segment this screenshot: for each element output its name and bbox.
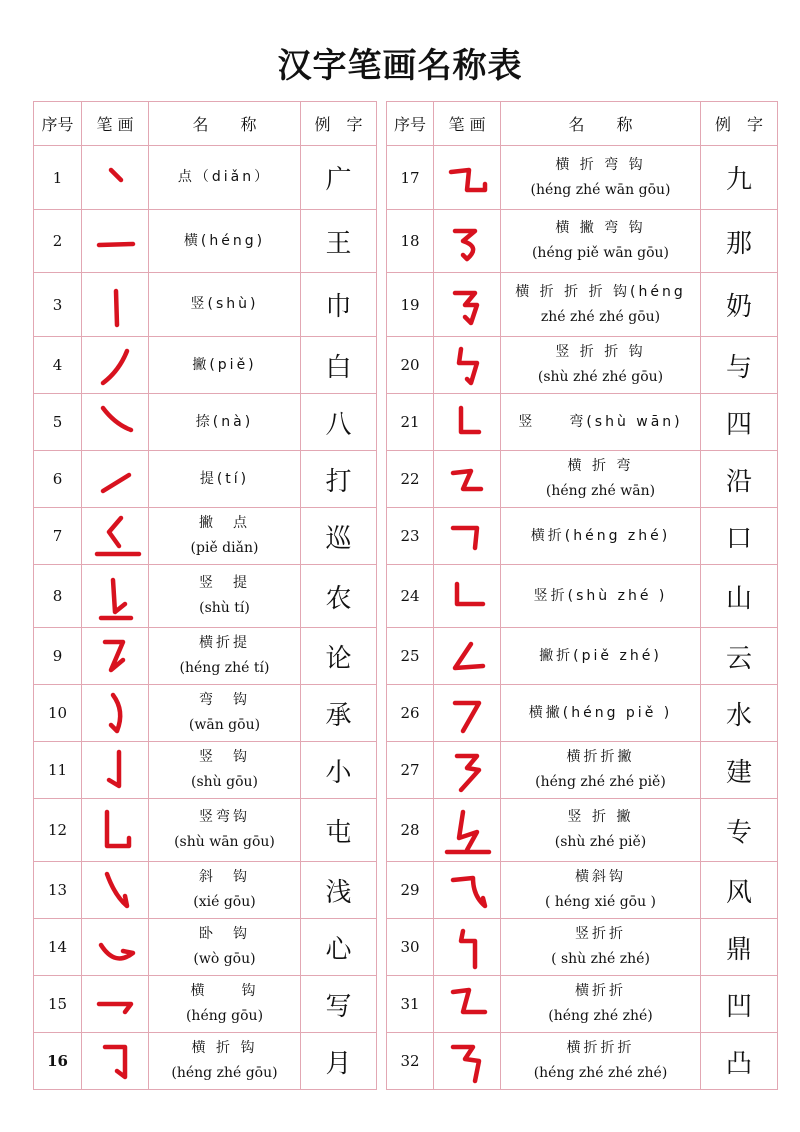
stroke-name-chinese: 横 折 折 折 钩(héng: [515, 283, 686, 300]
stroke-name-chinese: 竖(shù): [190, 296, 259, 312]
example-character: 四: [701, 394, 778, 451]
table-row: [387, 976, 778, 1033]
stroke-name-pinyin: (shù zhé zhé gōu): [537, 369, 664, 385]
table-header-row: [34, 102, 377, 146]
row-index: 27: [387, 742, 434, 799]
stroke-name-chinese: 横 钩: [190, 983, 259, 999]
stroke-name: [149, 976, 301, 1033]
stroke-name-chinese: 捺(nà): [195, 413, 254, 430]
hengzhegou-stroke-icon: [82, 1033, 148, 1089]
header-example: 例 字: [301, 102, 377, 146]
example-character: 巡: [301, 508, 377, 565]
row-index: 32: [387, 1033, 434, 1090]
shuwangou-stroke-icon: [82, 802, 148, 858]
example-character: 建: [701, 742, 778, 799]
shugou-stroke-icon: [82, 742, 148, 798]
stroke-name: [501, 685, 701, 742]
stroke-name: [501, 799, 701, 862]
example-character: 承: [301, 685, 377, 742]
row-index: 16: [34, 1033, 82, 1090]
example-character: 月: [301, 1033, 377, 1090]
example-character: 沿: [701, 451, 778, 508]
shuzhezhegou-stroke-icon: [434, 337, 500, 393]
wogou-stroke-icon: [82, 919, 148, 975]
page-title: 汉字笔画名称表: [277, 46, 523, 86]
stroke-name-pinyin: ( héng xié gōu ): [544, 894, 657, 910]
stroke-cell: [82, 799, 149, 862]
piezhe-stroke-icon: [434, 628, 500, 684]
stroke-name-chinese: 横(héng): [183, 232, 266, 249]
stroke-name: [149, 210, 301, 273]
table-row: [387, 799, 778, 862]
example-character: 小: [301, 742, 377, 799]
table-row: [34, 799, 377, 862]
stroke-cell: [434, 508, 501, 565]
example-character: 王: [301, 210, 377, 273]
row-index: 19: [387, 273, 434, 337]
stroke-name-pinyin: (héng zhé zhé): [548, 1008, 653, 1024]
row-index: 7: [34, 508, 82, 565]
stroke-table-right: [386, 101, 778, 1090]
stroke-name-pinyin: (héng zhé zhé piě): [535, 774, 666, 790]
stroke-name-pinyin: (xié gōu): [193, 894, 256, 910]
stroke-name: [149, 337, 301, 394]
stroke-cell: [82, 742, 149, 799]
row-index: 2: [34, 210, 82, 273]
stroke-cell: [434, 146, 501, 210]
header-name: 名 称: [149, 102, 301, 146]
stroke-name-chinese: 撇(piě): [192, 356, 257, 373]
stroke-name: [149, 508, 301, 565]
row-index: 18: [387, 210, 434, 273]
stroke-cell: [434, 337, 501, 394]
stroke-name-pinyin: ( shù zhé zhé): [551, 951, 650, 967]
stroke-name-pinyin: (shù zhé piě): [554, 834, 647, 850]
pie-stroke-icon: [82, 337, 148, 393]
row-index: 1: [34, 146, 82, 210]
stroke-cell: [434, 976, 501, 1033]
stroke-cell: [434, 919, 501, 976]
example-character: 专: [701, 799, 778, 862]
header-example: 例 字: [701, 102, 778, 146]
example-character: 风: [701, 862, 778, 919]
table-row: [34, 210, 377, 273]
example-character: 巾: [301, 273, 377, 337]
stroke-name: [501, 919, 701, 976]
stroke-name-chinese: 竖 提: [199, 575, 250, 591]
stroke-name: [501, 508, 701, 565]
row-index: 25: [387, 628, 434, 685]
header-index: 序号: [34, 102, 82, 146]
stroke-name: [501, 565, 701, 628]
stroke-name-chinese: 横折折折: [566, 1040, 635, 1056]
stroke-cell: [82, 273, 149, 337]
stroke-name-chinese: 竖 折 折 钩: [555, 344, 646, 360]
shuzhepie-stroke-icon: [434, 802, 500, 858]
shuzhezhe-stroke-icon: [434, 919, 500, 975]
stroke-name-chinese: 横 折 钩: [191, 1040, 258, 1056]
row-index: 5: [34, 394, 82, 451]
table-row: [387, 862, 778, 919]
stroke-cell: [82, 565, 149, 628]
table-row: [34, 394, 377, 451]
stroke-name-pinyin: (héng zhé zhé zhé): [533, 1065, 668, 1081]
table-row: [34, 565, 377, 628]
stroke-name: [149, 742, 301, 799]
stroke-name: [149, 685, 301, 742]
stroke-name-chinese: 弯 钩: [199, 692, 250, 708]
stroke-name: [149, 919, 301, 976]
piedian-stroke-icon: [82, 508, 148, 564]
row-index: 17: [387, 146, 434, 210]
stroke-name: [501, 273, 701, 337]
stroke-name-pinyin: (héng gōu): [185, 1008, 264, 1024]
table-row: [34, 337, 377, 394]
table-row: [387, 508, 778, 565]
example-character: 凹: [701, 976, 778, 1033]
shuzhe-stroke-icon: [434, 568, 500, 624]
stroke-name: [149, 1033, 301, 1090]
example-character: 那: [701, 210, 778, 273]
ti-stroke-icon: [82, 451, 148, 507]
row-index: 23: [387, 508, 434, 565]
stroke-name-chinese: 竖折折: [575, 926, 626, 942]
row-index: 9: [34, 628, 82, 685]
stroke-name-chinese: 横折(héng zhé): [530, 527, 671, 544]
table-row: [34, 862, 377, 919]
row-index: 11: [34, 742, 82, 799]
row-index: 8: [34, 565, 82, 628]
example-character: 水: [701, 685, 778, 742]
table-row: [34, 628, 377, 685]
example-character: 写: [301, 976, 377, 1033]
table-row: [387, 742, 778, 799]
hengzhezhepie-stroke-icon: [434, 742, 500, 798]
table-row: [387, 565, 778, 628]
hengxiegou-stroke-icon: [434, 862, 500, 918]
stroke-name-pinyin: (wò gōu): [193, 951, 256, 967]
header-stroke: 笔 画: [434, 102, 501, 146]
stroke-name: [149, 273, 301, 337]
stroke-name-chinese: 斜 钩: [199, 869, 250, 885]
stroke-name: [149, 565, 301, 628]
example-character: 奶: [701, 273, 778, 337]
stroke-cell: [82, 976, 149, 1033]
table-row: [387, 451, 778, 508]
stroke-cell: [82, 210, 149, 273]
stroke-name-chinese: 竖 钩: [199, 749, 250, 765]
stroke-cell: [434, 799, 501, 862]
header-name: 名 称: [501, 102, 701, 146]
row-index: 22: [387, 451, 434, 508]
stroke-cell: [434, 742, 501, 799]
stroke-cell: [434, 628, 501, 685]
stroke-name-chinese: 点（diǎn）: [177, 169, 272, 185]
row-index: 24: [387, 565, 434, 628]
stroke-name-pinyin: (héng piě wān gōu): [531, 245, 670, 261]
stroke-cell: [434, 565, 501, 628]
stroke-name: [501, 337, 701, 394]
example-character: 八: [301, 394, 377, 451]
table-row: [34, 976, 377, 1033]
row-index: 21: [387, 394, 434, 451]
stroke-name-chinese: 横 折 弯: [567, 458, 634, 474]
stroke-name-chinese: 横折折撇: [566, 749, 635, 765]
xiegou-stroke-icon: [82, 862, 148, 918]
table-row: [387, 394, 778, 451]
stroke-cell: [434, 862, 501, 919]
henggou-stroke-icon: [82, 976, 148, 1032]
hengzhezhezhe-stroke-icon: [434, 1033, 500, 1089]
stroke-cell: [434, 1033, 501, 1090]
example-character: 心: [301, 919, 377, 976]
stroke-name: [501, 742, 701, 799]
stroke-cell: [82, 451, 149, 508]
hengzhe-stroke-icon: [434, 508, 500, 564]
stroke-name: [501, 146, 701, 210]
stroke-name: [501, 862, 701, 919]
example-character: 广: [301, 146, 377, 210]
row-index: 30: [387, 919, 434, 976]
stroke-name-pinyin: (shù wān gōu): [174, 834, 275, 850]
example-character: 口: [701, 508, 778, 565]
row-index: 4: [34, 337, 82, 394]
table-row: [387, 146, 778, 210]
heng-stroke-icon: [82, 213, 148, 269]
table-row: [34, 451, 377, 508]
table-row: [34, 508, 377, 565]
stroke-name: [149, 862, 301, 919]
stroke-cell: [82, 1033, 149, 1090]
row-index: 3: [34, 273, 82, 337]
header-index: 序号: [387, 102, 434, 146]
stroke-name: [149, 451, 301, 508]
stroke-name-chinese: 横折折: [575, 983, 626, 999]
stroke-name-chinese: 撇折(piě zhé): [539, 647, 662, 664]
table-row: [34, 685, 377, 742]
stroke-name-chinese: 横 折 弯 钩: [555, 156, 646, 173]
shuti-stroke-icon: [82, 568, 148, 624]
stroke-name-pinyin: (shù gōu): [191, 774, 258, 790]
table-row: [34, 146, 377, 210]
example-character: 凸: [701, 1033, 778, 1090]
hengzhezhe-stroke-icon: [434, 976, 500, 1032]
hengpiewangou-stroke-icon: [434, 213, 500, 269]
stroke-name: [501, 628, 701, 685]
example-character: 白: [301, 337, 377, 394]
stroke-name-chinese: 竖 折 撇: [567, 809, 634, 825]
table-header-row: [387, 102, 778, 146]
row-index: 20: [387, 337, 434, 394]
table-row: [387, 337, 778, 394]
hengzheti-stroke-icon: [82, 628, 148, 684]
table-row: [387, 273, 778, 337]
hengzhewangou-stroke-icon: [434, 150, 500, 206]
example-character: 浅: [301, 862, 377, 919]
stroke-name-pinyin: (héng zhé wān): [545, 483, 656, 499]
table-row: [387, 1033, 778, 1090]
na-stroke-icon: [82, 394, 148, 450]
row-index: 29: [387, 862, 434, 919]
stroke-name: [149, 799, 301, 862]
stroke-name: [149, 628, 301, 685]
stroke-name-chinese: 卧 钩: [199, 926, 250, 942]
example-character: 与: [701, 337, 778, 394]
example-character: 山: [701, 565, 778, 628]
stroke-cell: [434, 273, 501, 337]
stroke-name: [501, 1033, 701, 1090]
stroke-cell: [434, 394, 501, 451]
shuwan-stroke-icon: [434, 394, 500, 450]
stroke-cell: [434, 685, 501, 742]
table-row: [387, 210, 778, 273]
row-index: 12: [34, 799, 82, 862]
stroke-cell: [82, 394, 149, 451]
example-character: 屯: [301, 799, 377, 862]
hengpie-stroke-icon: [434, 685, 500, 741]
stroke-name-chinese: 竖折(shù zhé ): [533, 587, 668, 604]
stroke-cell: [82, 628, 149, 685]
stroke-cell: [82, 862, 149, 919]
row-index: 14: [34, 919, 82, 976]
hengzhewan-stroke-icon: [434, 451, 500, 507]
table-row: [387, 628, 778, 685]
stroke-name-pinyin: (héng zhé wān gōu): [530, 181, 671, 198]
stroke-cell: [434, 210, 501, 273]
stroke-name-pinyin: (shù tí): [199, 600, 250, 616]
example-character: 九: [701, 146, 778, 210]
stroke-name-pinyin: zhé zhé zhé gōu): [540, 308, 661, 325]
stroke-cell: [82, 685, 149, 742]
example-character: 鼎: [701, 919, 778, 976]
table-row: [34, 273, 377, 337]
header-stroke: 笔 画: [82, 102, 149, 146]
dian-stroke-icon: [82, 150, 148, 206]
stroke-name-chinese: 横斜钩: [575, 869, 626, 885]
stroke-cell: [82, 337, 149, 394]
stroke-name-chinese: 横折提: [199, 635, 250, 651]
stroke-table-left: [33, 101, 377, 1090]
example-character: 打: [301, 451, 377, 508]
row-index: 28: [387, 799, 434, 862]
stroke-name: [501, 394, 701, 451]
row-index: 31: [387, 976, 434, 1033]
stroke-name: [149, 146, 301, 210]
example-character: 农: [301, 565, 377, 628]
stroke-name-chinese: 撇 点: [199, 515, 250, 531]
table-row: [387, 919, 778, 976]
stroke-name-pinyin: (wān gōu): [188, 717, 261, 733]
stroke-name-chinese: 横 撇 弯 钩: [555, 220, 646, 236]
stroke-name-chinese: 提(tí): [199, 470, 250, 487]
stroke-name-chinese: 竖 弯(shù wān): [518, 413, 683, 430]
row-index: 10: [34, 685, 82, 742]
hengzhezhezhegou-stroke-icon: [434, 277, 500, 333]
stroke-cell: [82, 919, 149, 976]
stroke-cell: [82, 146, 149, 210]
stroke-cell: [434, 451, 501, 508]
row-index: 15: [34, 976, 82, 1033]
shu-stroke-icon: [82, 277, 148, 333]
stroke-name: [501, 976, 701, 1033]
table-row: [34, 1033, 377, 1090]
row-index: 6: [34, 451, 82, 508]
example-character: 论: [301, 628, 377, 685]
table-row: [34, 742, 377, 799]
table-row: [34, 919, 377, 976]
stroke-cell: [82, 508, 149, 565]
example-character: 云: [701, 628, 778, 685]
stroke-name: [501, 210, 701, 273]
stroke-name: [149, 394, 301, 451]
stroke-name-chinese: 竖弯钩: [199, 809, 250, 825]
stroke-name: [501, 451, 701, 508]
row-index: 13: [34, 862, 82, 919]
stroke-name-pinyin: (héng zhé gōu): [171, 1065, 278, 1081]
stroke-name-pinyin: (héng zhé tí): [179, 660, 270, 676]
table-row: [387, 685, 778, 742]
wangou-stroke-icon: [82, 685, 148, 741]
stroke-name-chinese: 横撇(héng piě ): [528, 704, 673, 721]
stroke-name-pinyin: (piě diǎn): [190, 540, 259, 556]
row-index: 26: [387, 685, 434, 742]
